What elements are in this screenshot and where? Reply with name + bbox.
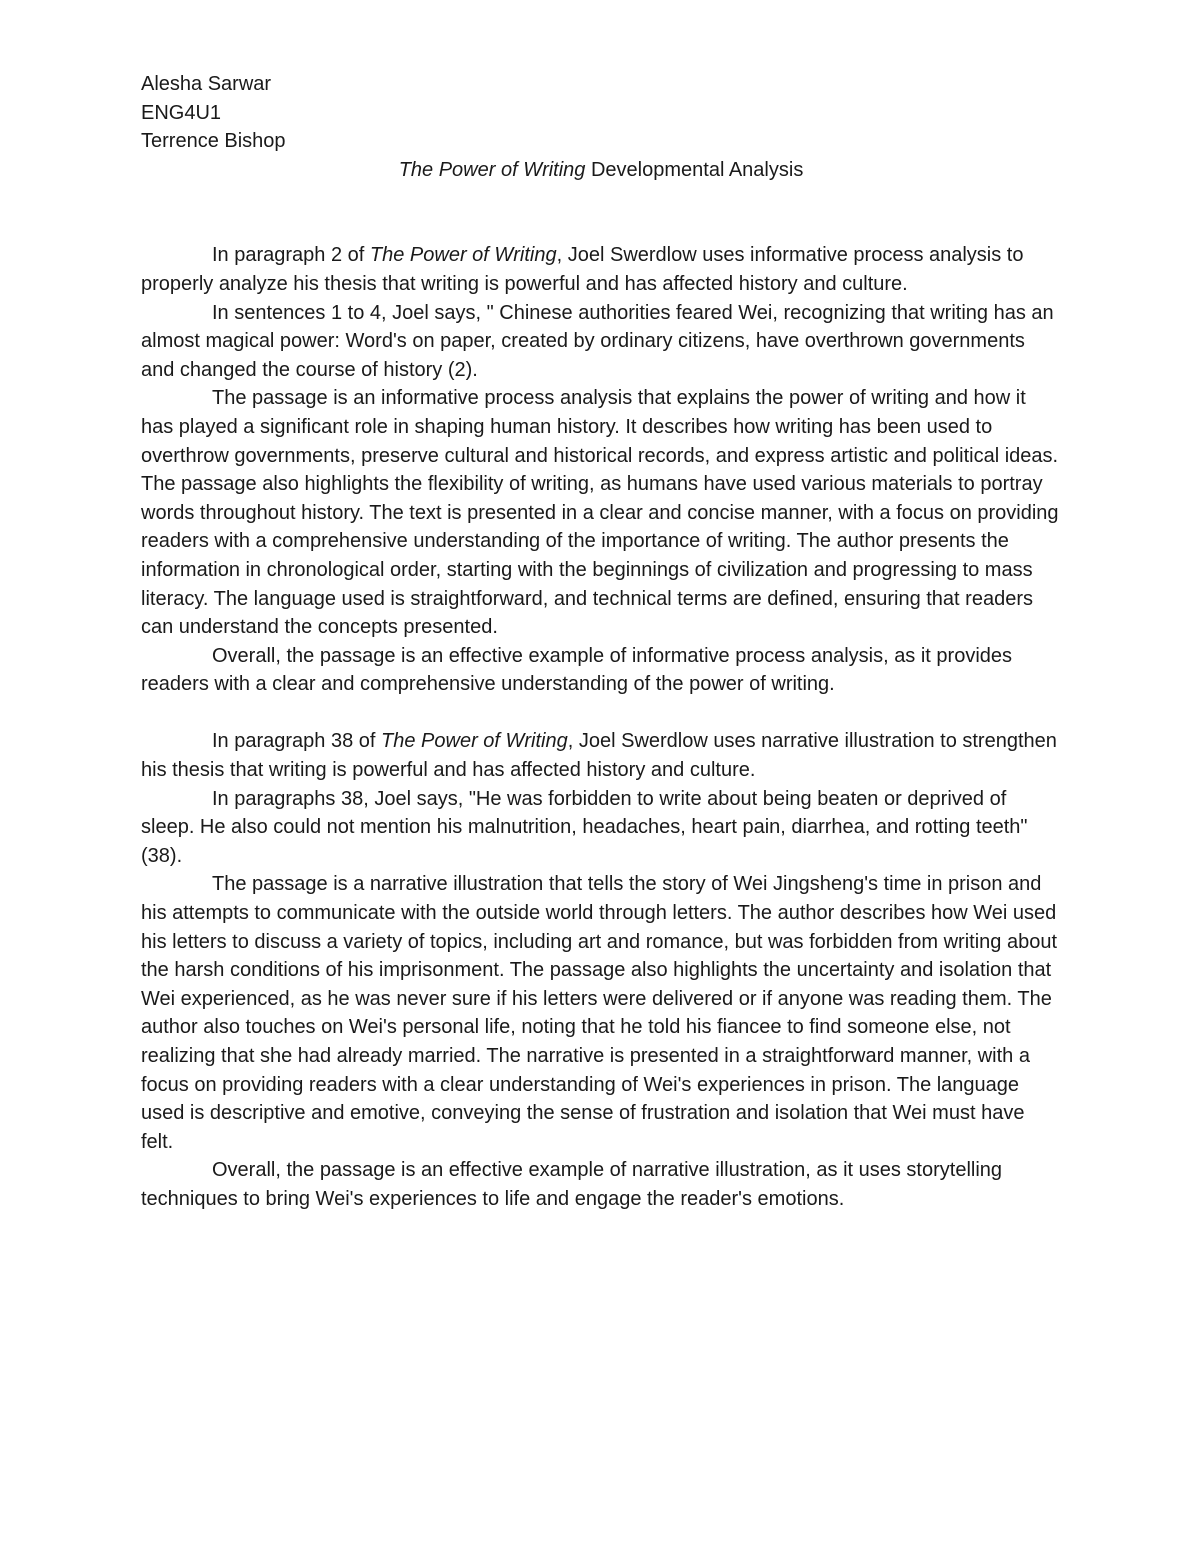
section1-intro-book-title: The Power of Writing (369, 244, 557, 267)
section2-intro-text-start: In paragraph 38 of (212, 730, 382, 753)
title-spacer (141, 184, 1061, 241)
section1-paragraph-conclusion: Overall, the passage is an effective example of informative process analysis, as it provides readers with a clear and comprehensive understanding of the power of writing. (141, 644, 1013, 696)
section1-paragraph-intro (141, 241, 1061, 298)
author-name: Alesha Sarwar (141, 73, 272, 95)
section2-paragraph-analysis: The passage is a narrative illustration that tells the story of Wei Jingsheng's time in prison and his attempts to communicate with the outside world through letters. The author describes how Wei used his letters to discuss a variety of topics, including art and romance, but was forbidden from writing about the harsh conditions of his imprisonment. The passage also highlights the uncertainty and isolation that Wei experienced, as he was never sure if his letters were delivered or if anyone was reading them. The author also touches on Wei's personal life, noting that he told his fiancee to find someone else, not realizing that she had already married. The narrative is presented in a straightforward manner, with a focus on providing readers with a clear understanding of Wei's experiences in prison. The language used is descriptive and emotive, conveying the sense of frustration and isolation that Wei must have felt. (141, 873, 1058, 1153)
section2-paragraph-conclusion: Overall, the passage is an effective example of narrative illustration, as it uses storytelling techniques to bring Wei's experiences to life and engage the reader's emotions. (141, 1159, 1003, 1210)
section2-paragraph-quote: In paragraphs 38, Joel says, "He was forbidden to write about being beaten or deprived of sleep. He also could not mention his malnutrition, headaches, heart pain, diarrhea, and rotting teeth"(38). (141, 787, 1028, 867)
title-rest: Developmental Analysis (585, 158, 804, 181)
document-title (141, 156, 1061, 185)
section1-intro-text-start: In paragraph 2 of (212, 244, 370, 267)
course-code: ENG4U1 (141, 101, 222, 124)
section2-paragraph-intro (141, 727, 1061, 784)
section1-paragraph-analysis: The passage is an informative process analysis that explains the power of writing and how it has played a significant role in shaping human history. It describes how writing has been used to overthrow governments, preserve cultural and historical records, and express artistic and political ideas. The passage also highlights the flexibility of writing, as humans have used various materials to portray words throughout history. The text is presented in a clear and concise manner, with a focus on providing readers with a comprehensive understanding of the importance of writing. The author presents the information in chronological order, starting with the beginnings of civilization and progressing to mass literacy. The language used is straightforward, and technical terms are defined, ensuring that readers can understand the concepts presented. (141, 387, 1059, 639)
teacher-name: Terrence Bishop (141, 130, 286, 153)
section1-paragraph-quote: In sentences 1 to 4, Joel says, " Chinese authorities feared Wei, recognizing that writing has an almost magical power: Word's on paper, created by ordinary citizens, have overthrown governments and changed the course of history (2). (141, 301, 1054, 381)
section2-intro-book-title: The Power of Writing (381, 730, 568, 753)
section2-intro-text-end: , Joel Swerdlow uses narrative illustration to strengthen his thesis that writing is powerful and has affected history and culture. (141, 730, 1057, 782)
title-italic: The Power of Writing (398, 158, 586, 181)
document-body (141, 70, 1061, 1214)
section1-intro-text-end: , Joel Swerdlow uses informative process analysis to properly analyze his thesis that writing is powerful and has affected history and culture. (141, 244, 1024, 295)
section-spacer (141, 699, 1061, 728)
